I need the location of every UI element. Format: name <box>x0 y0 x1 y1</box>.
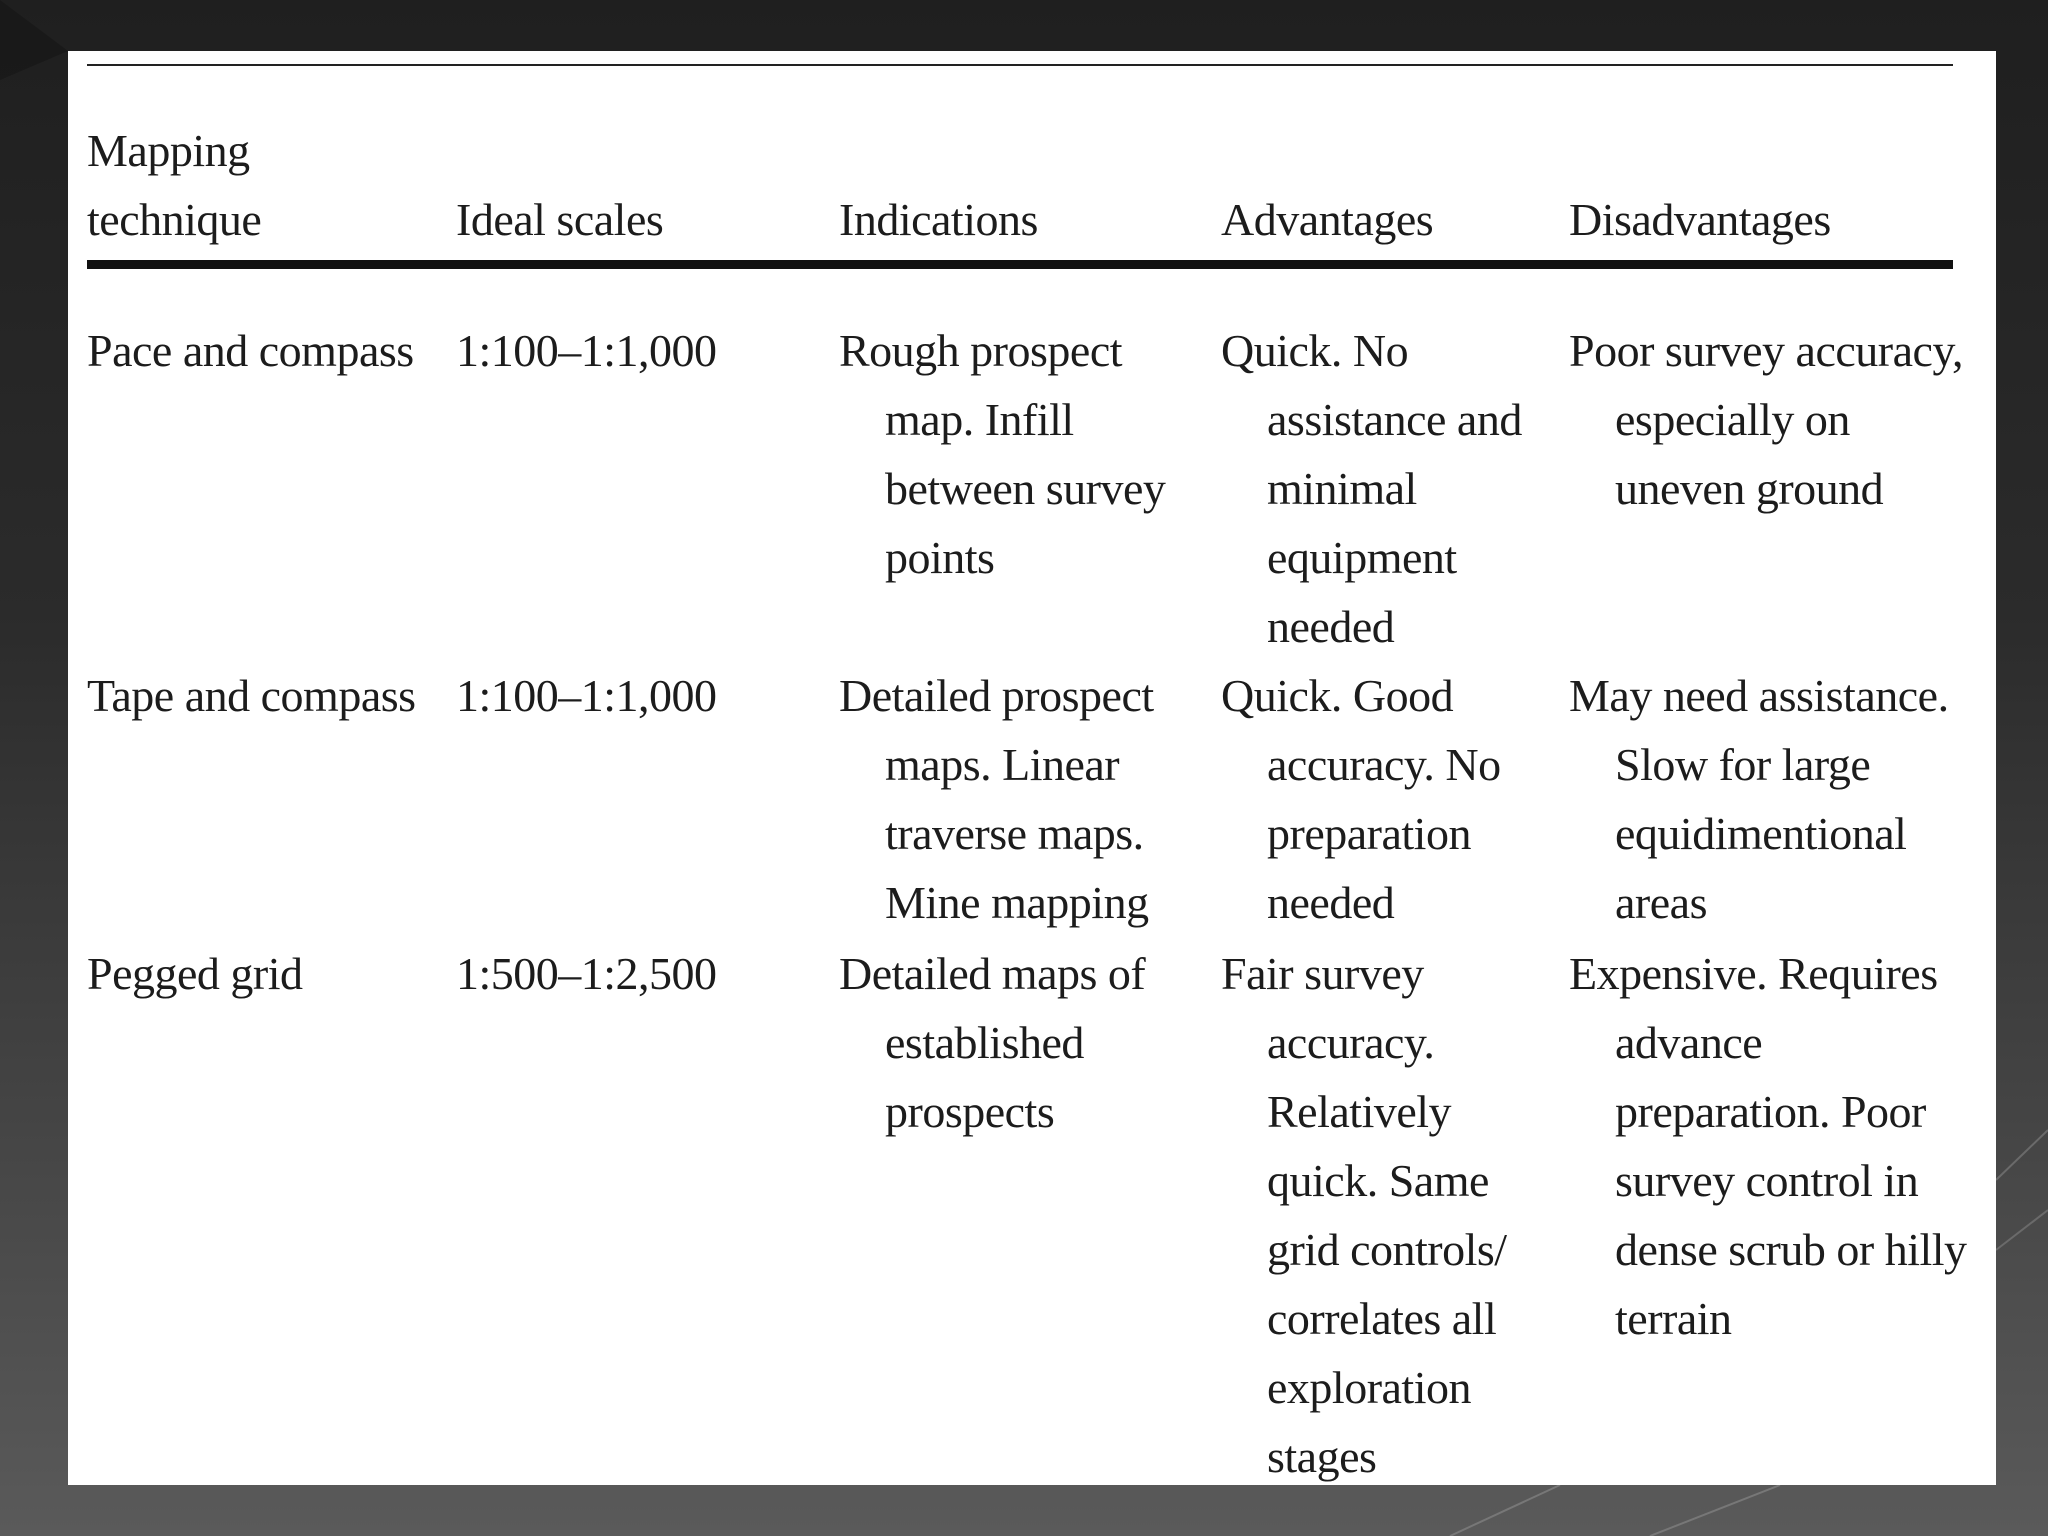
cell-line: areas <box>1615 877 1707 928</box>
header-mapping-technique <box>87 116 261 254</box>
cell-line: Poor survey accuracy, <box>1569 325 1963 376</box>
row-3-advantages <box>1221 939 1507 1485</box>
cell-line: established <box>885 1017 1084 1068</box>
cell-line: equipment <box>1267 532 1457 583</box>
cell-line: equidimentional <box>1615 808 1907 859</box>
cell-line: accuracy. <box>1267 1017 1435 1068</box>
cell-line: traverse maps. <box>885 808 1144 859</box>
cell-line: Quick. Good <box>1221 670 1454 721</box>
table-top-rule <box>87 64 1953 66</box>
cell-line: Pegged grid <box>87 948 303 999</box>
header-indications <box>839 185 1038 254</box>
cell-line: Detailed prospect <box>839 670 1154 721</box>
row-3-technique <box>87 939 303 1008</box>
cell-line: prospects <box>885 1086 1055 1137</box>
header-line: Indications <box>839 194 1038 245</box>
row-1-scales <box>456 316 717 385</box>
cell-line: assistance and <box>1267 394 1522 445</box>
cell-line: advance <box>1615 1017 1763 1068</box>
row-1-disadvantages <box>1569 316 1963 523</box>
cell-line: dense scrub or hilly <box>1615 1224 1967 1275</box>
cell-line: Tape and compass <box>87 670 416 721</box>
row-1-indications <box>839 316 1165 592</box>
cell-line: especially on <box>1615 394 1850 445</box>
cell-line: map. Infill <box>885 394 1074 445</box>
cell-line: uneven ground <box>1615 463 1884 514</box>
row-1-advantages <box>1221 316 1522 661</box>
cell-line: quick. Same <box>1267 1155 1489 1206</box>
row-2-scales <box>456 661 717 730</box>
cell-line: 1:500–1:2,500 <box>456 948 717 999</box>
header-line: Ideal scales <box>456 194 664 245</box>
table-header-rule <box>87 260 1953 269</box>
cell-line: May need assistance. <box>1569 670 1949 721</box>
cell-line: 1:100–1:1,000 <box>456 670 717 721</box>
header-disadvantages <box>1569 185 1831 254</box>
cell-line: Expensive. Requires <box>1569 948 1938 999</box>
row-1-technique <box>87 316 414 385</box>
row-3-indications <box>839 939 1145 1146</box>
header-line: Mapping <box>87 125 250 176</box>
cell-line: stages <box>1267 1431 1377 1482</box>
cell-line: Rough prospect <box>839 325 1123 376</box>
cell-line: preparation. Poor <box>1615 1086 1926 1137</box>
cell-line: exploration <box>1267 1362 1471 1413</box>
cell-line: grid controls/ <box>1267 1224 1507 1275</box>
cell-line: Fair survey <box>1221 948 1424 999</box>
header-ideal-scales <box>456 185 663 254</box>
cell-line: needed <box>1267 877 1395 928</box>
cell-line: Mine mapping <box>885 877 1149 928</box>
cell-line: accuracy. No <box>1267 739 1501 790</box>
row-2-disadvantages <box>1569 661 1949 937</box>
slide-content <box>68 51 1996 1485</box>
cell-line: 1:100–1:1,000 <box>456 325 717 376</box>
header-advantages <box>1221 185 1433 254</box>
row-3-scales <box>456 939 717 1008</box>
cell-line: correlates all <box>1267 1293 1497 1344</box>
row-2-indications <box>839 661 1154 937</box>
header-line: Disadvantages <box>1569 194 1831 245</box>
cell-line: between survey <box>885 463 1166 514</box>
cell-line: maps. Linear <box>885 739 1120 790</box>
cell-line: points <box>885 532 995 583</box>
row-2-advantages <box>1221 661 1501 937</box>
cell-line: terrain <box>1615 1293 1732 1344</box>
cell-line: Pace and compass <box>87 325 414 376</box>
cell-line: minimal <box>1267 463 1417 514</box>
cell-line: Detailed maps of <box>839 948 1146 999</box>
cell-line: Quick. No <box>1221 325 1409 376</box>
cell-line: survey control in <box>1615 1155 1919 1206</box>
header-line: technique <box>87 194 262 245</box>
cell-line: preparation <box>1267 808 1471 859</box>
header-line: Advantages <box>1221 194 1434 245</box>
cell-line: Relatively <box>1267 1086 1452 1137</box>
row-3-disadvantages <box>1569 939 1967 1353</box>
cell-line: Slow for large <box>1615 739 1871 790</box>
cell-line: needed <box>1267 601 1395 652</box>
row-2-technique <box>87 661 416 730</box>
